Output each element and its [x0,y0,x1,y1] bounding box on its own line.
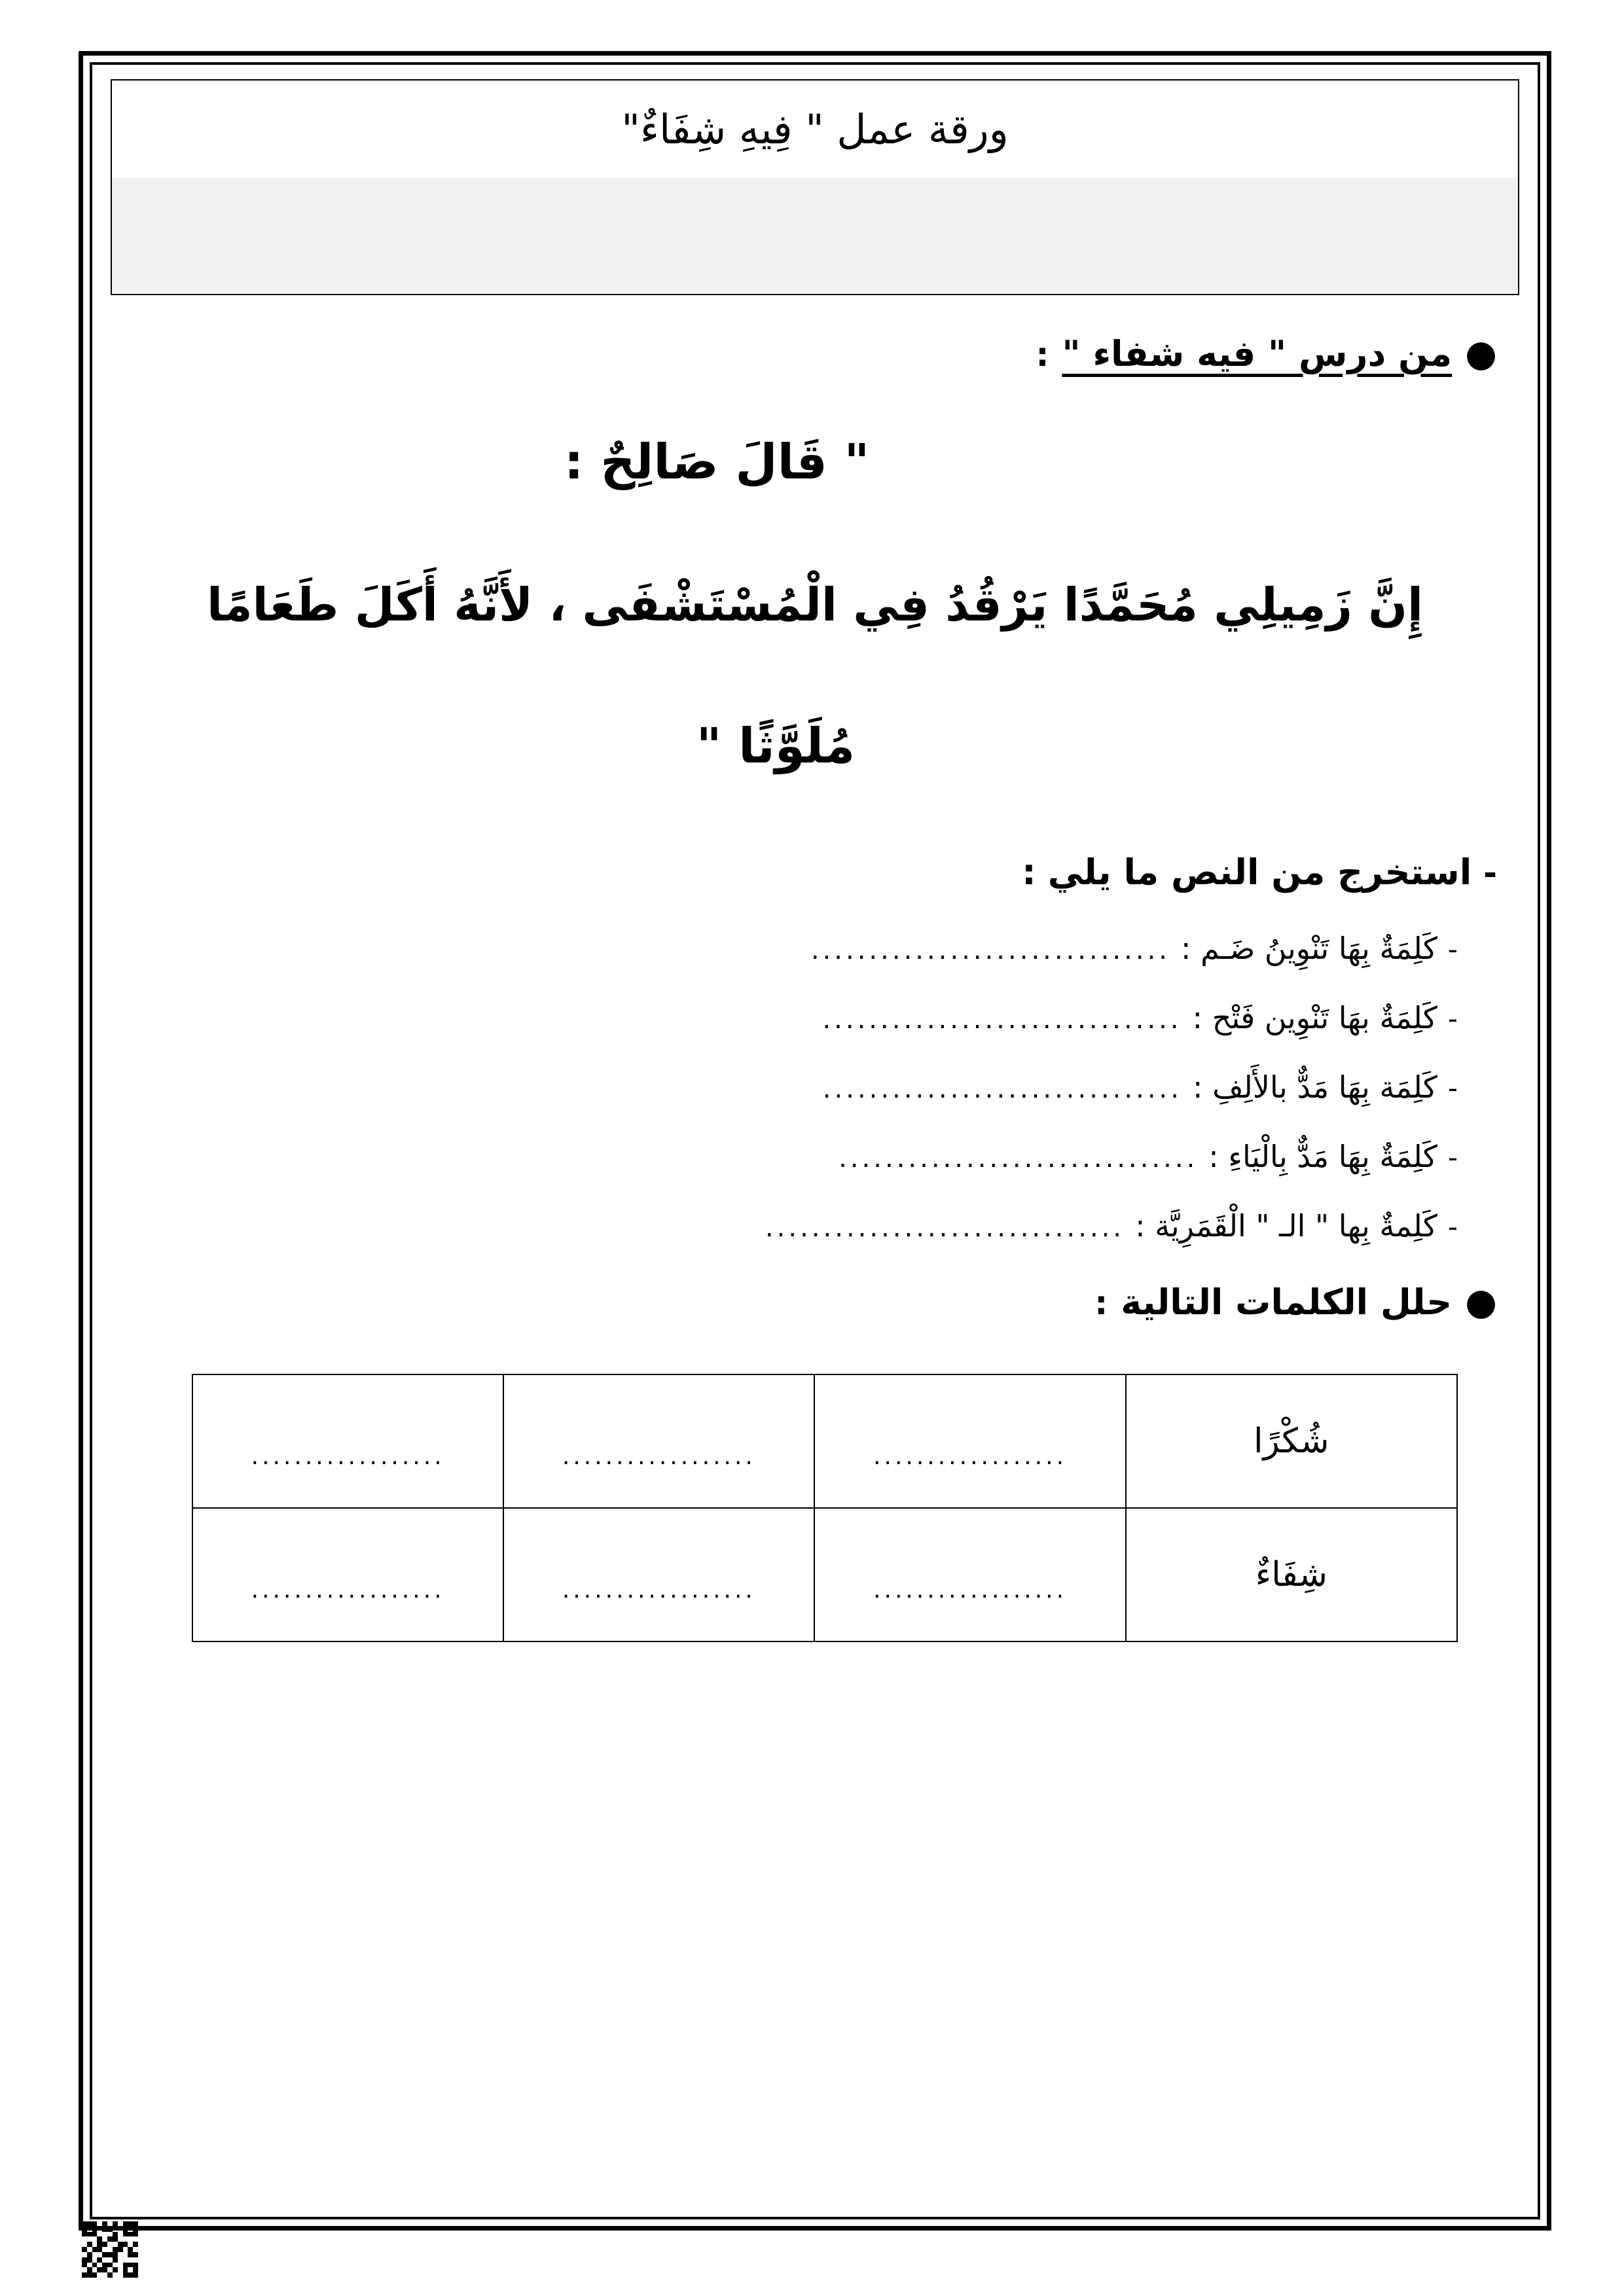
quote-line-1: " قَالَ صَالِحٌ : [564,434,870,490]
answer-blank: .................. [562,1576,756,1604]
item-label: كَلِمَةٌ بِهَا تَنْوِينُ ضَـم : [1181,931,1437,967]
answer-blank: .................. [873,1576,1068,1604]
task-dash: - [1483,854,1497,893]
lesson-heading-colon: : [1036,336,1049,374]
answer-cell[interactable] [814,1508,1125,1641]
item-dash: - [1447,1211,1458,1244]
title-strip [112,81,1518,177]
item-dash: - [1447,1003,1458,1035]
answer-blank: .................. [562,1443,756,1470]
analysis-table-wrap [133,1374,1497,1642]
bullet-icon: ● [1465,332,1497,375]
item-dash: - [1447,933,1458,966]
answer-blank[interactable]: ............................... [765,1213,1125,1244]
item-dash: - [1447,1141,1458,1174]
answer-blank[interactable]: ............................... [839,1143,1199,1174]
list-item [133,1208,1497,1244]
analysis-table [192,1374,1458,1642]
page-inner-border [90,62,1540,2219]
table-row [192,1374,1457,1508]
page-title: ورقة عمل " فِيهِ شِفَاءٌ" [621,105,1009,153]
analysis-heading-colon: : [1094,1284,1108,1323]
answer-blank[interactable]: ............................... [810,935,1171,966]
table-row [192,1508,1457,1641]
lesson-heading: من درس " فيه شفاء " [1062,333,1453,374]
answer-blank[interactable]: ............................... [822,1005,1182,1035]
item-label: كَلِمةٌ بِها " الـ " الْقَمَرِيَّة : [1135,1208,1437,1244]
answer-cell[interactable] [503,1508,814,1641]
analysis-heading: حلل الكلمات التالية [1121,1282,1453,1323]
item-label: كَلِمَةٌ بِهَا مَدٌّ بِالْيَاءِ : [1208,1139,1437,1175]
quote-line-2: إِنَّ زَمِيلِي مُحَمَّدًا يَرْقُدُ فِي الْمُسْتَشْفَى ، لأَنَّهُ أَكَلَ طَعَامًا [206,577,1423,632]
body-block [111,332,1519,1642]
item-dash: - [1447,1072,1458,1105]
word-cell: شِفَاءٌ [1126,1508,1457,1641]
answer-cell[interactable] [192,1508,503,1641]
word-cell: شُكْرًا [1126,1374,1457,1508]
task-instruction-row [133,852,1497,893]
list-item [133,931,1497,966]
task-colon: : [1022,852,1036,893]
worksheet-title-box [111,79,1519,295]
page-outer-border [79,51,1551,2231]
answer-cell[interactable] [503,1374,814,1508]
lesson-heading-row [133,332,1497,374]
answer-blank[interactable]: ............................... [822,1074,1182,1105]
task-label: استخرج من النص ما يلي [1047,852,1472,893]
answer-cell[interactable] [814,1374,1125,1508]
page-content [111,79,1519,2202]
list-item [133,1139,1497,1174]
qr-code-icon [82,2221,138,2278]
answer-cell[interactable] [192,1374,503,1508]
extract-items-list [133,931,1497,1244]
analysis-heading-row [133,1280,1497,1323]
answer-blank: .................. [251,1443,445,1470]
item-label: كَلِمَة بِهَا مَدٌّ بالأَلِفِ : [1192,1069,1437,1105]
answer-blank: .................. [873,1443,1068,1470]
bullet-icon: ● [1465,1281,1497,1324]
list-item [133,1069,1497,1105]
answer-blank: .................. [251,1576,445,1604]
list-item [133,1000,1497,1035]
quote-line-3: مُلَوَّثًا " [696,718,856,775]
item-label: كَلِمَةٌ بهَا تَنْوِين فَتْح : [1192,1000,1437,1036]
